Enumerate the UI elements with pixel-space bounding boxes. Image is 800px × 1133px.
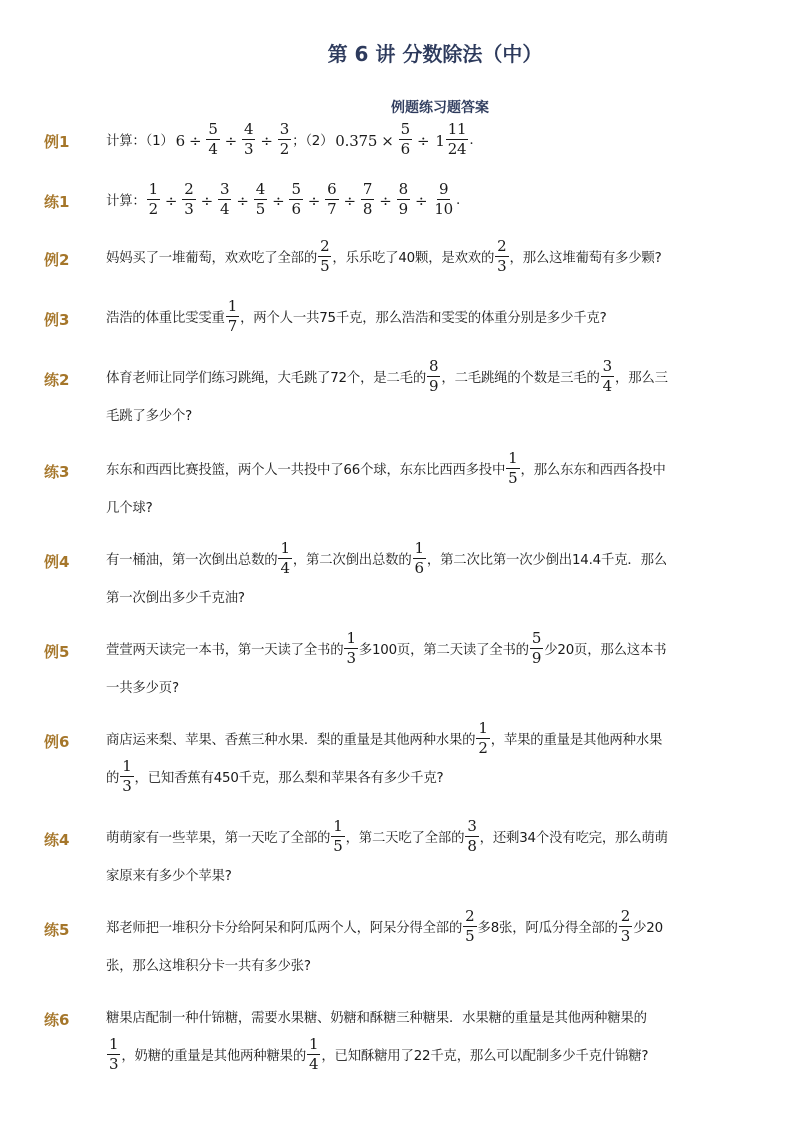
fraction [530, 628, 543, 667]
divide-sign: ÷ [164, 192, 178, 210]
end-period: . [469, 133, 474, 148]
whole-number: 1 [435, 132, 445, 150]
denominator: 6 [291, 199, 301, 218]
fraction [397, 179, 410, 218]
fraction [476, 718, 489, 757]
numerator: 1 [346, 628, 356, 647]
denominator: 2 [478, 738, 488, 757]
text: 的 [106, 771, 120, 786]
text: 多8张，阿瓜分得全部的 [477, 921, 618, 936]
fraction [218, 179, 231, 218]
end-period: . [456, 193, 461, 208]
text: ，那么东东和西西各投中 [520, 463, 666, 478]
denominator: 4 [309, 1054, 319, 1073]
text: ，二毛跳绳的个数是三毛的 [441, 371, 600, 386]
text: 萌萌家有一些苹果，第一天吃了全部的 [106, 831, 331, 846]
numerator: 1 [227, 296, 238, 315]
divide-sign: ÷ [260, 132, 273, 150]
divide-sign: ÷ [379, 192, 392, 210]
problem-body [106, 356, 716, 436]
text: ，奶糖的重量是其他两种糖果的 [121, 1049, 307, 1064]
numerator: 5 [400, 119, 410, 138]
problem-tag: 练4 [44, 831, 70, 849]
text: ，两个人一共75千克，那么浩浩和雯雯的体重分别是多少千克? [240, 311, 607, 326]
denominator: 9 [531, 648, 542, 667]
numerator: 3 [220, 179, 230, 198]
text-line: 一共多少页? [106, 681, 179, 696]
fraction [495, 236, 508, 275]
fraction [107, 1034, 120, 1073]
numerator: 2 [497, 236, 507, 255]
fraction [506, 448, 519, 487]
problem-body [106, 296, 716, 338]
text: 有一桶油，第一次倒出总数的 [106, 553, 278, 568]
problem-tag: 例2 [44, 251, 70, 269]
denominator: 6 [400, 139, 410, 158]
problem-tag: 练3 [44, 463, 70, 481]
denominator: 3 [109, 1054, 119, 1073]
text-line [106, 718, 716, 760]
text: 商店运来梨、苹果、香蕉三种水果．梨的重量是其他两种水果的 [106, 733, 476, 748]
fraction [307, 1034, 320, 1073]
denominator: 10 [434, 199, 454, 218]
fraction [182, 179, 195, 218]
numerator: 8 [429, 356, 439, 375]
numerator: 8 [398, 179, 408, 198]
text: 妈妈买了一堆葡萄，欢欢吃了全部的 [106, 251, 318, 266]
text: ，已知酥糖用了22千克，那么可以配制多少千克什锦糖? [321, 1049, 649, 1064]
numerator: 4 [244, 119, 254, 138]
fraction [242, 119, 255, 158]
numerator: 1 [122, 756, 132, 775]
problem-body [106, 538, 716, 618]
numerator: 3 [279, 119, 290, 138]
problem-body [106, 906, 716, 986]
denominator: 3 [184, 199, 194, 218]
text-line [106, 448, 716, 490]
text-line [106, 816, 716, 858]
denominator: 4 [280, 558, 290, 577]
denominator: 2 [279, 139, 290, 158]
divide-sign: ÷ [236, 192, 249, 210]
problem-body [106, 816, 716, 896]
text: 体育老师让同学们练习跳绳，大毛跳了72个，是二毛的 [106, 371, 427, 386]
problem-tag: 练1 [44, 193, 70, 211]
text-line: 糖果店配制一种什锦糖，需要水果糖、奶糖和酥糖三种糖果．水果糖的重量是其他两种糖果的 [106, 1011, 647, 1026]
text-line [106, 906, 716, 948]
text-line: 家原来有多少个苹果? [106, 869, 232, 884]
denominator: 5 [333, 836, 343, 855]
denominator: 2 [148, 199, 158, 218]
problem-body [106, 179, 716, 221]
denominator: 9 [429, 376, 439, 395]
fraction [463, 906, 476, 945]
divide-sign: ÷ [200, 192, 214, 210]
denominator: 9 [398, 199, 408, 218]
numerator: 5 [291, 179, 301, 198]
numerator: 7 [362, 179, 373, 198]
divide-sign: ÷ [307, 192, 321, 210]
problem-tag: 练2 [44, 371, 70, 389]
problem-tag: 例1 [44, 133, 70, 151]
denominator: 24 [447, 139, 467, 158]
divide-sign: ÷ [224, 132, 238, 150]
denominator: 7 [327, 199, 337, 218]
fraction [147, 179, 160, 218]
fraction [465, 816, 478, 855]
denominator: 8 [362, 199, 373, 218]
fraction [361, 179, 374, 218]
page-title: 第 6 讲 分数除法（中） [327, 42, 543, 66]
text: 浩浩的体重比雯雯重 [106, 311, 225, 326]
text-line [106, 756, 716, 798]
numerator: 2 [184, 179, 194, 198]
text: 少20 [633, 921, 663, 936]
text: ，第二次比第一次少倒出14.4千克．那么 [426, 553, 667, 568]
fraction [427, 356, 440, 395]
numerator: 1 [309, 1034, 319, 1053]
fraction [601, 356, 614, 395]
fraction-chain [146, 179, 456, 218]
fraction [432, 179, 455, 218]
page-subtitle: 例题练习题答案 [391, 100, 489, 116]
decimal-number: 0.375 [335, 132, 378, 150]
denominator: 6 [414, 558, 424, 577]
numerator: 5 [208, 119, 218, 138]
numerator: 3 [467, 816, 477, 835]
divide-sign: ÷ [272, 192, 285, 210]
text-line: 第一次倒出多少千克油? [106, 591, 245, 606]
fraction [344, 628, 357, 667]
fraction [325, 179, 338, 218]
denominator: 5 [255, 199, 266, 218]
fraction [278, 538, 291, 577]
text-line [106, 1034, 716, 1076]
numerator: 1 [333, 816, 343, 835]
numerator: 9 [439, 179, 449, 198]
numerator: 3 [602, 356, 613, 375]
part-2-label: ；（2） [292, 134, 334, 149]
text: ，第二天吃了全部的 [345, 831, 465, 846]
divide-sign: ÷ [343, 192, 356, 210]
divide-sign: ÷ [414, 192, 428, 210]
problem-body [106, 1000, 716, 1076]
text-line [106, 628, 716, 670]
numerator: 2 [465, 906, 475, 925]
denominator: 5 [508, 468, 518, 487]
fraction [318, 236, 331, 275]
numerator: 6 [327, 179, 337, 198]
numerator: 4 [255, 179, 266, 198]
text-line: 张，那么这堆积分卡一共有多少张? [106, 959, 311, 974]
denominator: 5 [465, 926, 475, 945]
problem-tag: 练6 [44, 1011, 70, 1029]
fraction [289, 179, 302, 218]
numerator: 1 [109, 1034, 119, 1053]
fraction [446, 119, 469, 158]
problem-tag: 例3 [44, 311, 70, 329]
denominator: 4 [208, 139, 218, 158]
denominator: 7 [227, 316, 238, 335]
numerator: 2 [620, 906, 631, 925]
fraction [413, 538, 426, 577]
problem-tag: 练5 [44, 921, 70, 939]
fraction [619, 906, 632, 945]
denominator: 4 [602, 376, 613, 395]
numerator: 1 [148, 179, 158, 198]
numerator: 11 [447, 119, 467, 138]
problem-body [106, 718, 716, 798]
text-line [106, 538, 716, 580]
text: 萱萱两天读完一本书，第一天读了全书的 [106, 643, 344, 658]
text: ，已知香蕉有450千克，那么梨和苹果各有多少千克? [134, 771, 444, 786]
times-sign: × [381, 132, 394, 150]
fraction [206, 119, 219, 158]
denominator: 3 [346, 648, 356, 667]
fraction [331, 816, 344, 855]
text: ，乐乐吃了40颗，是欢欢的 [332, 251, 495, 266]
divide-sign: ÷ [188, 132, 202, 150]
numerator: 2 [320, 236, 330, 255]
fraction [120, 756, 133, 795]
divide-sign: ÷ [416, 132, 430, 150]
text: ，那么这堆葡萄有多少颗? [509, 251, 662, 266]
text: ，还剩34个没有吃完，那么萌萌 [479, 831, 668, 846]
text: 东东和西西比赛投篮，两个人一共投中了66个球，东东比西西多投中 [106, 463, 506, 478]
denominator: 5 [320, 256, 330, 275]
problem-tag: 例6 [44, 733, 70, 751]
denominator: 3 [497, 256, 507, 275]
calc-prefix: 计算： [106, 194, 146, 209]
fraction [254, 179, 267, 218]
denominator: 3 [620, 926, 631, 945]
part-1-label: （1） [145, 134, 174, 149]
text: 多100页，第二天读了全书的 [358, 643, 529, 658]
text-line [106, 356, 716, 398]
problem-body [106, 236, 716, 278]
fraction [226, 296, 239, 335]
denominator: 8 [467, 836, 477, 855]
denominator: 3 [122, 776, 132, 795]
numerator: 1 [478, 718, 488, 737]
text-line: 几个球? [106, 501, 153, 516]
text: ，苹果的重量是其他两种水果 [490, 733, 663, 748]
denominator: 4 [220, 199, 230, 218]
text: 少20页，那么这本书 [544, 643, 667, 658]
whole-number: 6 [175, 132, 185, 150]
numerator: 1 [414, 538, 424, 557]
problem-tag: 例4 [44, 553, 70, 571]
text: ，第二次倒出总数的 [292, 553, 412, 568]
text-line: 毛跳了多少个? [106, 409, 193, 424]
calc-prefix: 计算： [106, 134, 146, 149]
fraction [399, 119, 412, 158]
fraction [278, 119, 291, 158]
text: ，那么三 [615, 371, 668, 386]
problem-tag: 例5 [44, 643, 70, 661]
problem-body [106, 119, 716, 161]
numerator: 5 [531, 628, 542, 647]
numerator: 1 [508, 448, 518, 467]
text: 郑老师把一堆积分卡分给阿呆和阿瓜两个人，阿呆分得全部的 [106, 921, 463, 936]
numerator: 1 [280, 538, 290, 557]
problem-body [106, 628, 716, 708]
problem-body [106, 448, 716, 528]
denominator: 3 [244, 139, 254, 158]
